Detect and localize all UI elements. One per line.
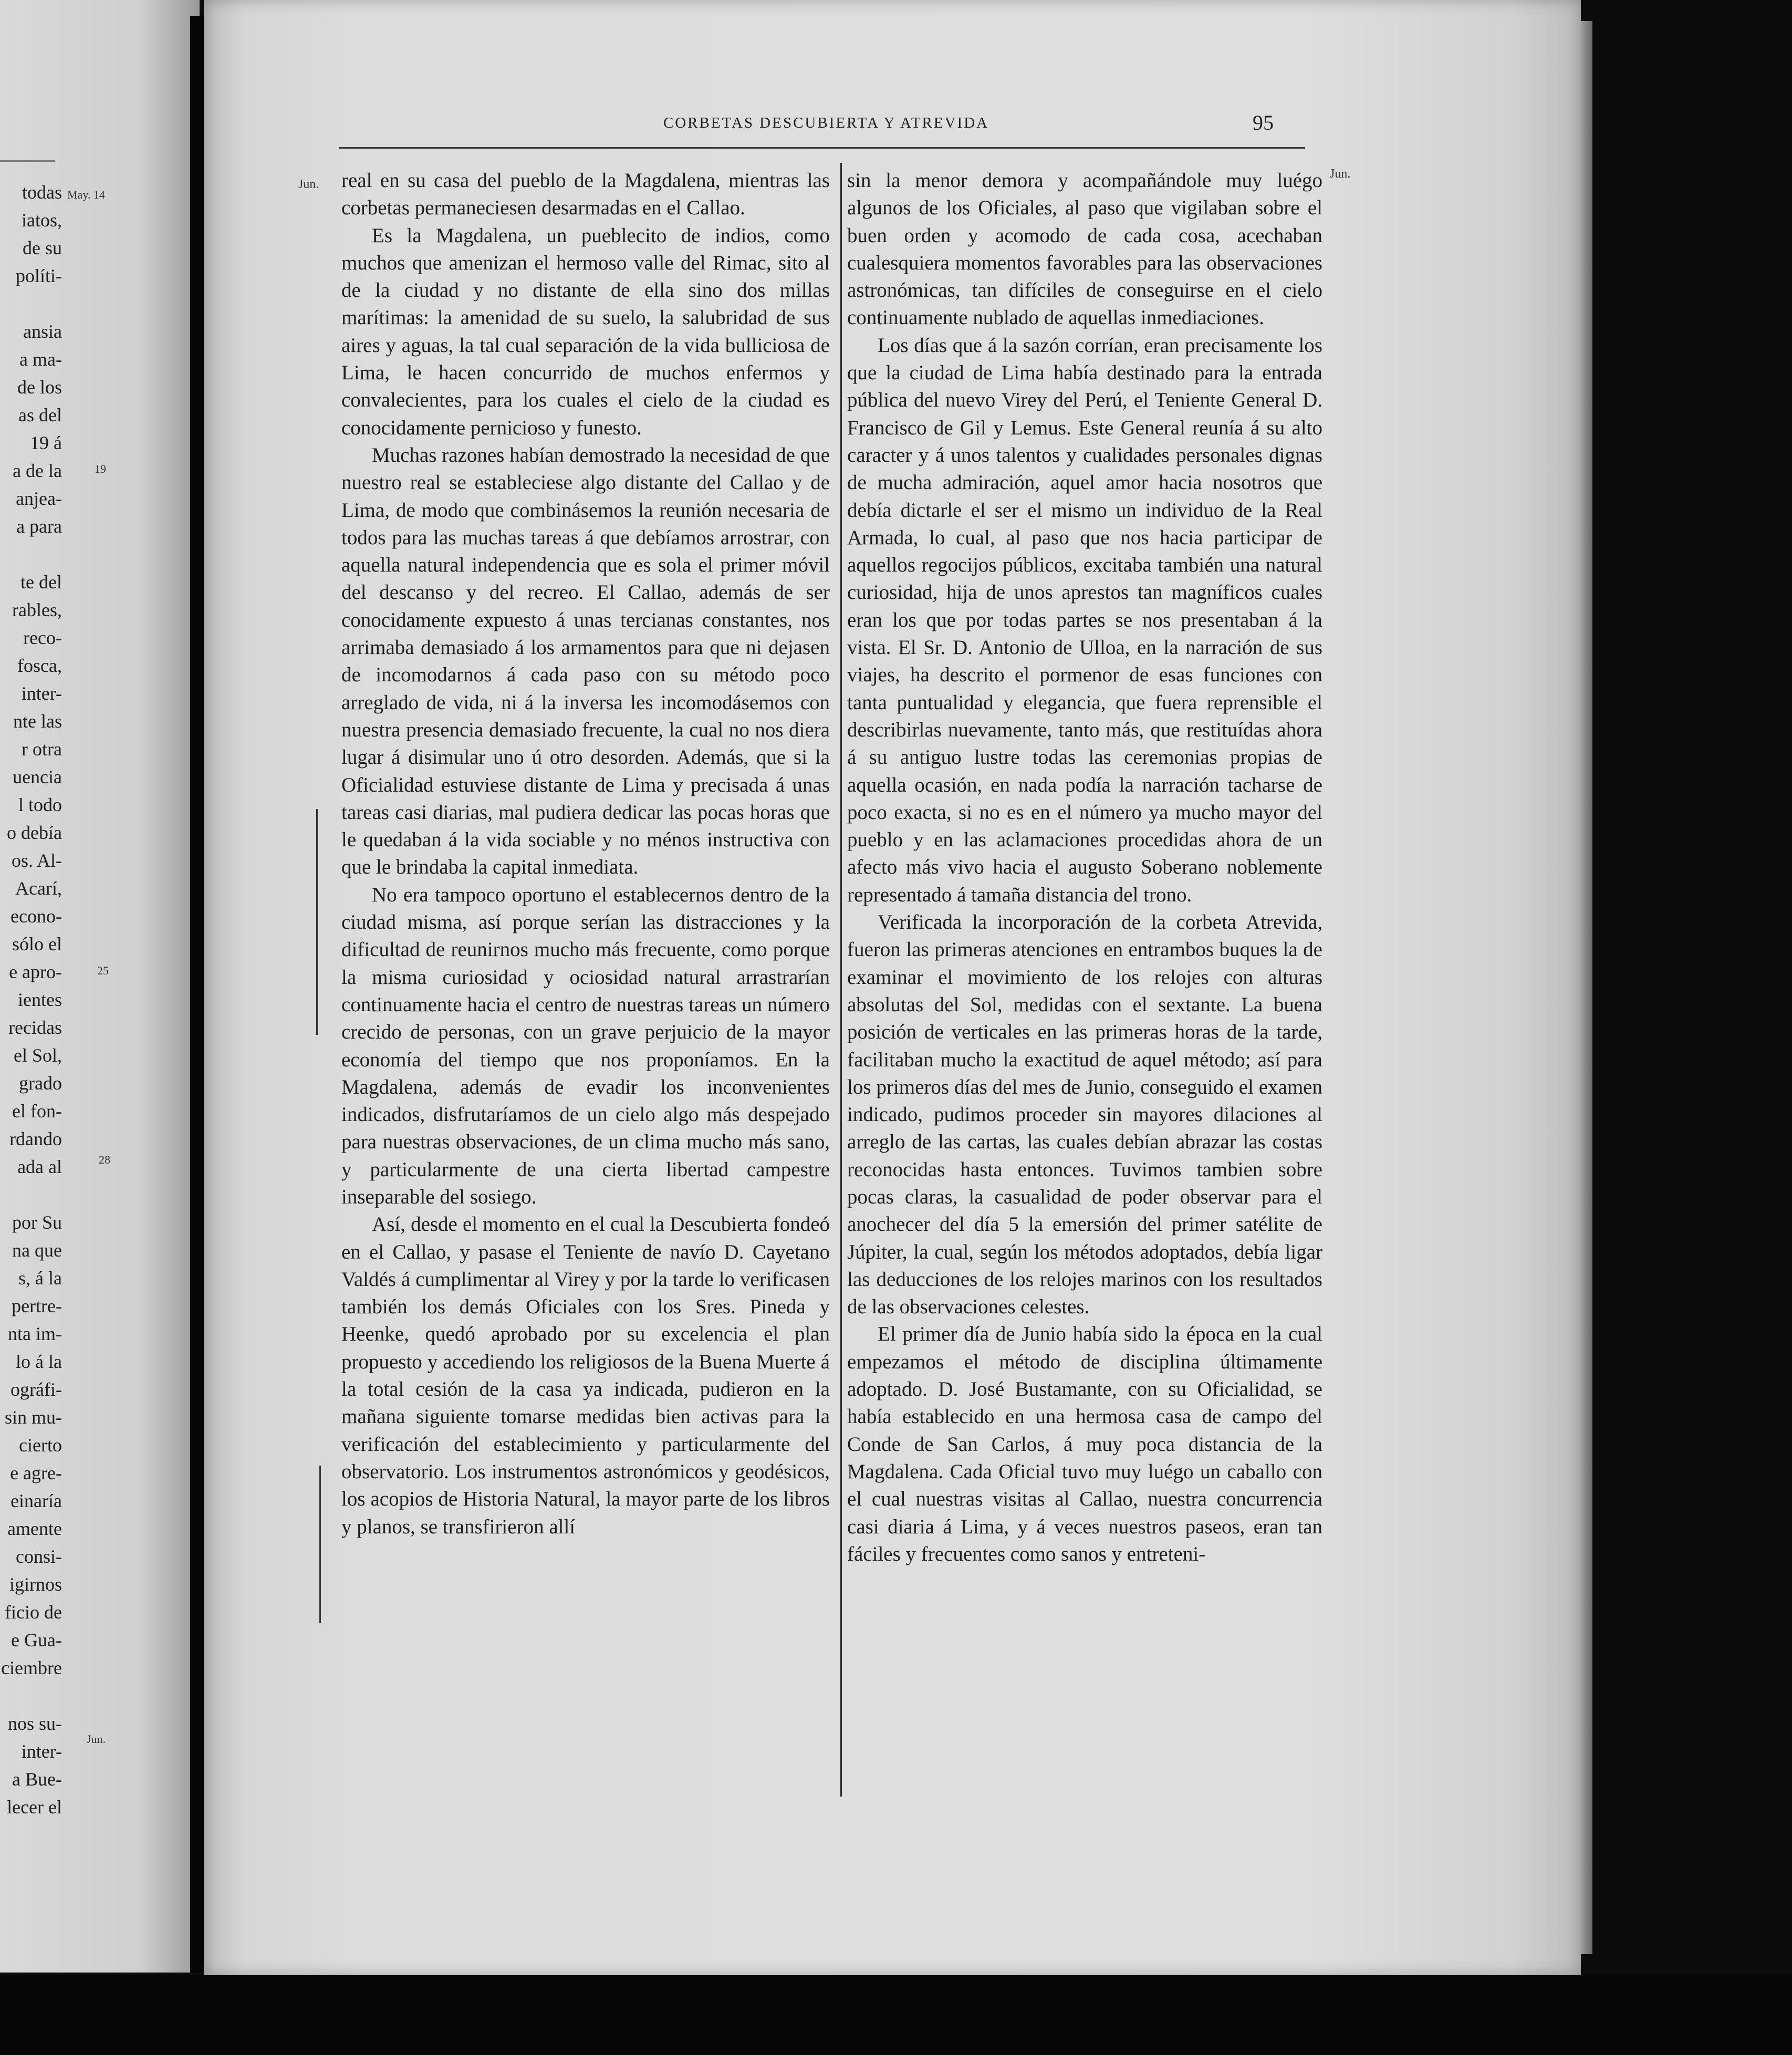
previous-page-line: nte las	[13, 711, 62, 732]
previous-page-line: el fon-	[12, 1101, 62, 1122]
book-spine	[190, 16, 204, 1973]
previous-page-line: lo á la	[16, 1351, 62, 1372]
previous-page-line: cierto	[19, 1435, 62, 1456]
previous-page-line: l todo	[18, 794, 62, 815]
pencil-mark	[316, 809, 318, 1035]
previous-page-line: ciembre	[1, 1657, 62, 1678]
paragraph: Muchas razones habían demostrado la necesidad de que nuestro real se estableciese algo distante del Callao y de Lima, de modo que combinásemos la reunión necesaria de todos para las muchas tareas á que debíamos arrostrar, con aquella natural independencia que es sola el primer móvil del descanso y del recreo. El Callao, además de ser conocidamente expuesto á unas tercianas constantes, nos arrimaba demasiado á los armamentos para que ni dejasen de incomodarnos á cada paso con su método poco arreglado de vida, ni á la inversa les incomodásemos con nuestra presencia demasiado frecuente, la cual no nos diera lugar á disimular uno ú otro desorden. Además, que si la Oficialidad estuviese distante de Lima y precisada á unas tareas casi diarias, mal pudiera dedicar las pocas horas que le quedaban á la vida sociable y no ménos instructiva con que le brindaba la capital inmediata.	[341, 443, 830, 879]
previous-page-line: ficio de	[5, 1602, 62, 1623]
previous-page-line: sin mu-	[4, 1407, 62, 1428]
previous-page-margin-note: 25	[97, 964, 109, 977]
paragraph: Verificada la incorporación de la corbeta Atrevida, fueron las primeras atenciones en entrambos buques la de examinar el movimiento de los relojes con alturas absolutas del Sol, medidas con el sextante. La buena posición de verticales en las primeras horas de la tarde, facilitaban mucho la exactitud de aquel método; así para los primeros días del mes de Junio, conseguido el examen indicado, pudimos proceder sin mayores dilaciones al arreglo de las cartas, las cuales debían abrazar las costas reconocidas hasta entonces. Tuvimos tambien sobre pocas claras, la casualidad de poder observar para el anochecer del día 5 la emersión del primer satélite de Júpiter, la cual, según los métodos adoptados, debía ligar las deducciones de los relojes marinos con los resultados de las observaciones celestes.	[847, 911, 1322, 1319]
previous-page-line: reco-	[23, 627, 62, 648]
previous-page	[0, 0, 200, 1973]
previous-page-line	[0, 1682, 62, 1710]
paragraph: Así, desde el momento en el cual la Descubierta fondeó en el Callao, y pasase el Teniente de navío D. Cayetano Valdés á cumplimentar al Virey y por la tarde lo verificasen también los demás Oficiales con los Sres. Pineda y Heenke, quedó aprobado por su excelencia el plan propuesto y accediendo los religiosos de la Buena Muerte á la total cesión de la casa ya indicada, pudieron en la mañana siguiente tomarse medidas bien activas para la verificación del establecimiento y particularmente del observatorio. Los instrumentos astronómicos y geodésicos, los acopios de Historia Natural, la mayor parte de los libros y planos, se transfirieron allí	[341, 1213, 830, 1538]
previous-page-text	[0, 179, 62, 1821]
margin-note-left: Jun.	[298, 178, 319, 191]
previous-page-line: Acarí,	[15, 878, 62, 899]
previous-page-line: fosca,	[17, 655, 62, 676]
previous-page-line: sólo el	[12, 933, 62, 954]
previous-page-margin-note: Jun.	[87, 1732, 106, 1746]
previous-page-line: grado	[19, 1073, 62, 1094]
paragraph: Es la Magdalena, un pueblecito de indios, como muchos que amenizan el hermoso valle del Rimac, sito al de la ciudad y no distante de ella sino dos millas marítimas: la amenidad de su suelo, la salubridad de sus aires y aguas, la tal cual separación de la vida bulliciosa de Lima, le hacen concurrido de muchos enfermos y convalecientes, para los cuales el cielo de la ciudad es conocidamente pernicioso y funesto.	[341, 224, 830, 439]
previous-page-line: r otra	[22, 739, 62, 760]
paragraph: No era tampoco oportuno el establecernos dentro de la ciudad misma, así porque serían las distracciones y la dificultad de reunirnos mucho más frecuente, como porque la misma curiosidad y ociosidad natural arrastrarían continuamente hacia el centro de nuestras tareas un número crecido de personas, con un grave perjuicio de la mayor economía del tiempo que nos proponíamos. En la Magdalena, además de evadir los inconvenientes indicados, disfrutaríamos de un cielo algo más despejado para nuestras observaciones, de un clima mucho más sano, y particularmente de una cierta libertad campestre inseparable del sosiego.	[341, 883, 830, 1208]
previous-page-line: a de la	[13, 460, 62, 481]
previous-page-line: te del	[20, 572, 62, 593]
right-column	[847, 167, 1322, 1568]
previous-page-line: políti-	[16, 265, 62, 286]
previous-page-line: o debía	[7, 822, 62, 843]
previous-page-line: iatos,	[22, 210, 62, 231]
previous-page-line: a para	[16, 516, 62, 537]
previous-page-line: inter-	[21, 683, 62, 704]
margin-note-right: Jun.	[1330, 167, 1351, 181]
previous-page-line: nta im-	[8, 1323, 62, 1344]
previous-page-line: e apro-	[9, 961, 62, 982]
previous-page-margin-note: 19	[95, 462, 106, 475]
previous-page-line: uencia	[13, 766, 62, 787]
previous-page-line: de su	[23, 237, 62, 258]
previous-page-line: s, á la	[18, 1268, 62, 1289]
header-rule	[339, 147, 1305, 149]
previous-page-line: ansia	[23, 321, 62, 342]
previous-page-line: ientes	[18, 989, 62, 1010]
previous-page-line: econo-	[11, 906, 62, 927]
pencil-mark	[319, 1466, 321, 1623]
previous-page-line	[0, 1181, 62, 1209]
previous-page-line: anjea-	[16, 488, 62, 509]
scan-background	[0, 1975, 1792, 2055]
previous-page-line: todas	[22, 182, 62, 203]
previous-page-line: por Su	[12, 1212, 62, 1233]
previous-page-margin-note: 28	[99, 1153, 110, 1166]
previous-page-line: e Gua-	[11, 1630, 62, 1651]
previous-page-line: a Bue-	[12, 1769, 62, 1790]
previous-page-line: nos su-	[7, 1713, 62, 1734]
previous-page-line: ada al	[17, 1156, 62, 1177]
previous-page-line	[0, 541, 62, 568]
previous-page-line: el Sol,	[13, 1045, 62, 1066]
previous-page-line: na que	[12, 1240, 62, 1261]
previous-page-line: a ma-	[19, 349, 62, 370]
paragraph: sin la menor demora y acompañándole muy luégo algunos de los Oficiales, al paso que vigilaban sobre el buen orden y acomodo de cada cosa, acechaban cualesquiera momentos favorables para las observaciones astronómicas, tan difíciles de conseguirse en el cielo continuamente nublado de aquellas inmediaciones.	[847, 169, 1322, 329]
paragraph: real en su casa del pueblo de la Magdalena, mientras las corbetas permaneciesen desarmadas en el Callao.	[341, 169, 830, 220]
previous-page-line: consi-	[16, 1546, 62, 1567]
previous-page-line: os. Al-	[11, 850, 62, 871]
page-edge	[1581, 21, 1592, 1954]
previous-page-line: recidas	[8, 1017, 62, 1038]
previous-page-rule	[0, 160, 55, 162]
previous-page-line: e agre-	[10, 1462, 62, 1483]
previous-page-line: rables,	[12, 599, 62, 620]
previous-page-line: rdando	[9, 1128, 62, 1149]
previous-page-line: as del	[18, 404, 62, 425]
previous-page-line: einaría	[11, 1490, 62, 1511]
previous-page-line: amente	[7, 1518, 62, 1539]
previous-page-margin-note: May. 14	[67, 188, 105, 201]
previous-page-line	[0, 290, 62, 318]
previous-page-line: 19 á	[30, 432, 62, 453]
paragraph: Los días que á la sazón corrían, eran precisamente los que la ciudad de Lima había destinado para la entrada pública del nuevo Virey del Perú, el Teniente General D. Francisco de Gil y Lemus. Este General reunía á su alto caracter y á unos talentos y cualidades personales dignas de mucha admiración, aquel amor hacia nosotros que debía dictarle el ser el mismo un individuo de la Real Armada, lo cual, al paso que nos hacia participar de aquellos regocijos públicos, excitaba también una natural curiosidad, hija de unos aprestos tan magníficos cuales eran los que por todas partes se nos presentaban á la vista. El Sr. D. Antonio de Ulloa, en la narración de sus viajes, ha descrito el pormenor de esas funciones con tanta puntualidad y elegancia, que fuera reprensible el describirlas nuevamente, tanto más, que restituídas ahora á su antiguo lustre todas las ceremonias propias de aquella ocasión, en nada podía la narración tacharse de poco exacta, si no es en el número ya mucho mayor del pueblo y en las aclamaciones procedidas ahora de un afecto más vivo hacia el augusto Soberano noblemente representado á tamaña distancia del trono.	[847, 334, 1322, 906]
running-title: CORBETAS DESCUBIERTA Y ATREVIDA	[663, 115, 989, 131]
previous-page-line: inter-	[21, 1741, 62, 1762]
paragraph: El primer día de Junio había sido la época en la cual empezamos el método de disciplina últimamente adoptado. D. José Bustamante, con su Oficialidad, se había establecido en una hermosa casa de campo del Conde de San Carlos, á muy poca distancia de la Magdalena. Cada Oficial tuvo muy luégo un caballo con el cual nuestras visitas al Callao, nuestra concurrencia casi diaria á Lima, y á veces nuestros paseos, eran tan fáciles y frecuentes como sanos y entreteni-	[847, 1323, 1322, 1565]
previous-page-line: lecer el	[7, 1797, 62, 1818]
page-number: 95	[1253, 111, 1274, 134]
previous-page-line: ográfi-	[11, 1379, 62, 1400]
previous-page-line: de los	[17, 377, 62, 398]
previous-page-line: igirnos	[9, 1574, 62, 1595]
left-column	[341, 167, 830, 1541]
column-rule	[840, 163, 842, 1797]
previous-page-line: pertre-	[12, 1295, 62, 1316]
